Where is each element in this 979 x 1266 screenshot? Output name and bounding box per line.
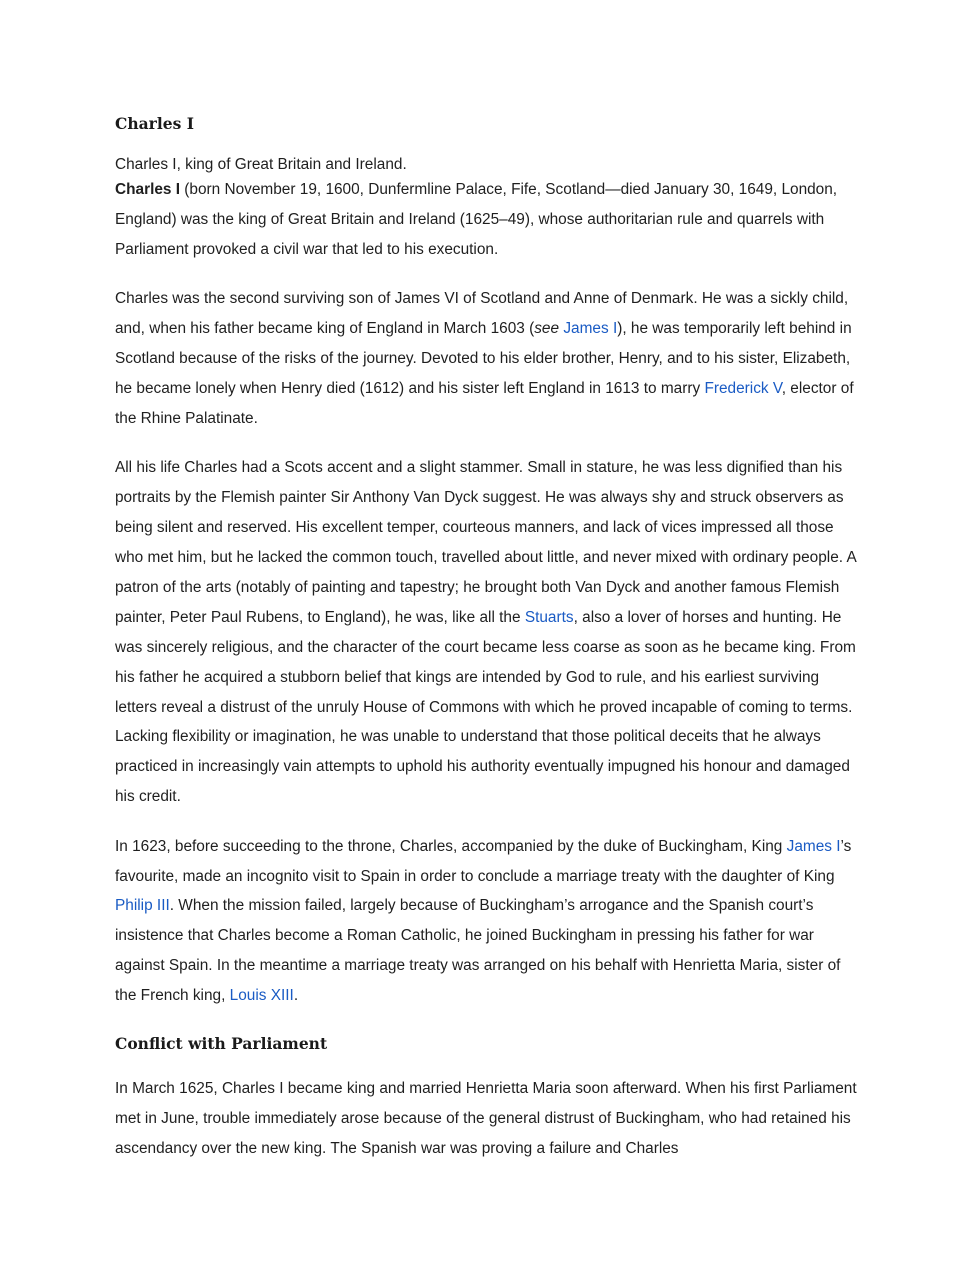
article <box>115 112 865 1164</box>
link-louis-xiii[interactable]: Louis XIII <box>229 987 294 1005</box>
spain-visit-paragraph <box>115 832 865 1011</box>
paragraph-text: Charles was the second surviving son of James VI of Scotland and Anne of Denmark. He was a sickly child, and, when his father became king of England in March 1603 ( <box>115 290 849 338</box>
link-james-i-2[interactable]: James I <box>786 837 841 855</box>
link-frederick-v[interactable]: Frederick V <box>704 379 782 397</box>
subject-name: Charles I <box>115 181 181 198</box>
parliament-paragraph: In March 1625, Charles I became king and married Henrietta Maria soon afterward. When his first Parliament met in June, trouble immediately arose because of the general distrust of Buckingham, who had retained his ascendancy over the new king. The Spanish war was proving a failure and Charles <box>115 1080 857 1157</box>
paragraph-text: ), he was temporarily left behind in Scotland because of the risks of the journey. Devoted to his elder brother, Henry, and to his sister, Elizabeth, he became lonely when Henry died (1612) and his sister left England in 1613 to marry <box>115 320 852 397</box>
paragraph-text: ’s favourite, made an incognito visit to Spain in order to conclude a marriage treaty with the daughter of King <box>115 837 852 885</box>
link-james-i[interactable]: James I <box>563 320 618 338</box>
page-title: Charles I <box>115 114 194 133</box>
paragraph-text: . When the mission failed, largely because of Buckingham’s arrogance and the Spanish court’s insistence that Charles become a Roman Catholic, he joined Buckingham in pressing his father for war against Spain. In the meantime a marriage treaty was arranged on his behalf with Henrietta Maria, sister of the French king, <box>115 897 841 1005</box>
paragraph-text: All his life Charles had a Scots accent and a slight stammer. Small in stature, he was less dignified than his portraits by the Flemish painter Sir Anthony Van Dyck suggest. He was always shy and struck observers as being silent and reserved. His excellent temper, courteous manners, and lack of vices impressed all those who met him, but he lacked the common touch, travelled about little, and never mixed with ordinary people. A patron of the arts (notably of painting and tapestry; he brought both Van Dyck and another famous Flemish painter, Peter Paul Rubens, to England), he was, like all the <box>115 459 856 626</box>
image-caption: Charles I, king of Great Britain and Ireland. <box>115 156 407 173</box>
link-philip-iii[interactable]: Philip III <box>115 897 170 915</box>
intro-paragraph <box>115 175 865 265</box>
paragraph-text: , elector of the Rhine Palatinate. <box>115 379 854 427</box>
paragraph-text: , also a lover of horses and hunting. He was sincerely religious, and the character of the court became less coarse as soon as he became king. From his father he acquired a stubborn belief that kings are intended by God to rule, and his earliest surviving letters reveal a distrust of the unruly House of Commons with which he proved incapable of coming to terms. Lacking flexibility or imagination, he was unable to understand that those political deceits that he always practiced in increasingly vain attempts to uphold his authority eventually impugned his honour and damaged his credit. <box>115 608 856 806</box>
early-life-paragraph <box>115 284 865 434</box>
paragraph-text: In 1623, before succeeding to the throne, Charles, accompanied by the duke of Buckingham, King <box>115 837 787 855</box>
section-heading: Conflict with Parliament <box>115 1034 328 1054</box>
paragraph-text: . <box>293 987 299 1005</box>
character-paragraph <box>115 453 865 812</box>
link-stuarts[interactable]: Stuarts <box>524 608 574 626</box>
intro-text: (born November 19, 1600, Dunfermline Palace, Fife, Scotland—died January 30, 1649, London, England) was the king of Great Britain and Ireland (1625–49), whose authoritarian rule and quarrels with Parliament provoked a civil war that led to his execution. <box>115 181 838 258</box>
see-label: see <box>534 320 560 338</box>
